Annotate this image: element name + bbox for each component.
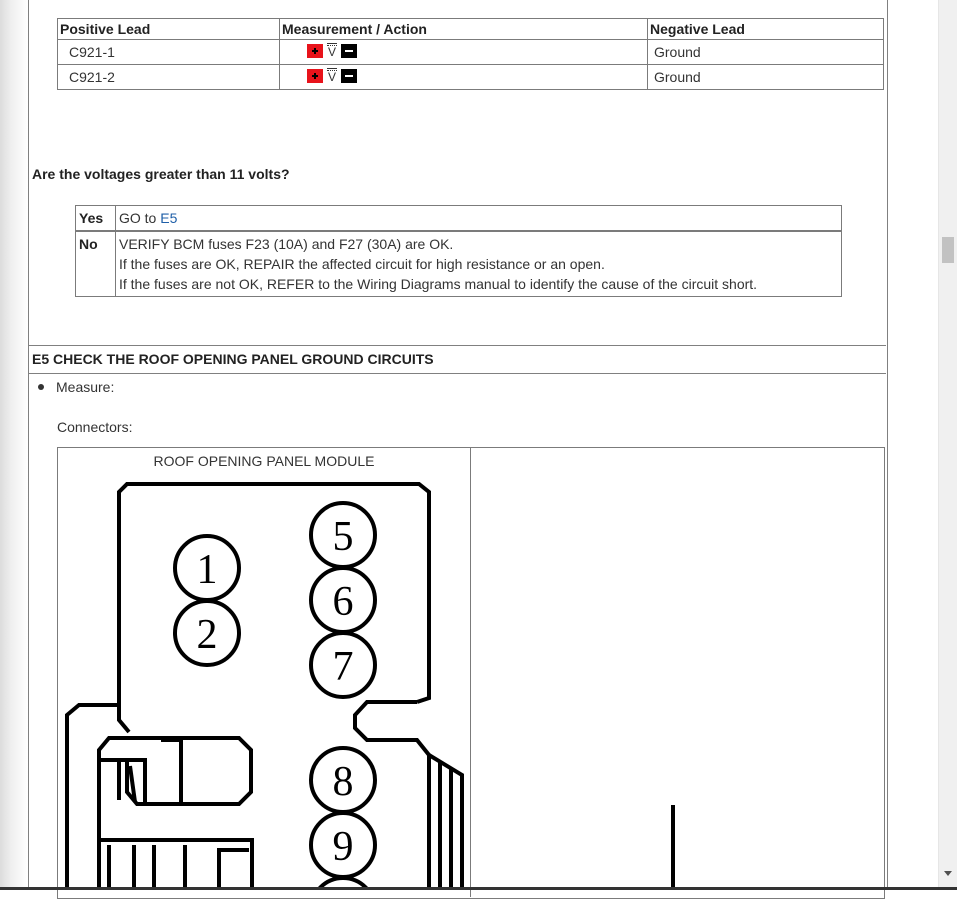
right-ribs <box>429 755 462 890</box>
pin-9 <box>311 813 375 877</box>
header-measurement-action: Measurement / Action <box>280 19 648 40</box>
pin-2 <box>175 601 239 665</box>
left-latch <box>67 705 119 890</box>
negative-lead-cell: Ground <box>648 65 884 90</box>
table-row <box>58 65 884 90</box>
decision-row-no <box>76 231 842 297</box>
table-row <box>58 40 884 65</box>
go-to-e5-link[interactable]: E5 <box>160 210 178 226</box>
dc-voltage-icon: V <box>327 45 336 59</box>
question-text: Are the voltages greater than 11 volts? <box>32 166 290 182</box>
positive-lead-cell: C921-1 <box>58 40 280 65</box>
no-action-line: VERIFY BCM fuses F23 (10A) and F27 (30A) are OK. <box>119 236 454 252</box>
yes-label: Yes <box>76 206 116 232</box>
bottom-ribs <box>99 750 252 890</box>
pin-7 <box>311 633 375 697</box>
left-margin-shade <box>0 0 28 890</box>
section-divider <box>29 373 886 374</box>
connector-diagram <box>57 470 887 890</box>
plus-lead-icon <box>307 44 323 58</box>
no-action <box>116 231 842 297</box>
scrollbar-thumb[interactable] <box>942 237 954 263</box>
positive-lead-cell: C921-2 <box>58 65 280 90</box>
measurement-table-header <box>58 19 884 40</box>
pin-1 <box>175 536 239 600</box>
no-label: No <box>76 231 116 297</box>
pin-label: 6 <box>332 579 354 625</box>
pin-label: 9 <box>332 824 354 870</box>
decision-row-yes <box>76 206 842 232</box>
pin-5 <box>311 503 375 567</box>
minus-lead-icon <box>341 69 357 83</box>
right-latch <box>355 702 429 890</box>
pin-label: 2 <box>196 612 218 658</box>
module-title: ROOF OPENING PANEL MODULE <box>153 453 375 469</box>
yes-action-prefix: GO to <box>119 210 161 226</box>
section-divider <box>29 345 886 346</box>
dc-voltage-icon: V <box>327 70 336 84</box>
yes-action <box>116 206 842 232</box>
no-action-line: If the fuses are OK, REPAIR the affected circuit for high resistance or an open. <box>119 256 605 272</box>
header-negative-lead: Negative Lead <box>648 19 884 40</box>
right-gutter <box>888 0 938 890</box>
connector-outline <box>119 484 429 702</box>
measurement-cell <box>280 65 648 90</box>
pin-8 <box>311 748 375 812</box>
measurement-cell <box>280 40 648 65</box>
pin-label: 7 <box>332 644 354 690</box>
lock-block <box>99 738 251 804</box>
connectors-label: Connectors: <box>57 419 133 435</box>
pin-label: 5 <box>332 514 354 560</box>
section-title: E5 CHECK THE ROOF OPENING PANEL GROUND CIRCUITS <box>32 351 434 367</box>
pin-6 <box>311 568 375 632</box>
decision-table <box>75 205 842 297</box>
minus-lead-icon <box>341 44 357 58</box>
bullet-text: Measure: <box>56 379 115 395</box>
no-action-line: If the fuses are not OK, REFER to the Wiring Diagrams manual to identify the cause of the circuit short. <box>119 276 758 292</box>
bullet-measure <box>38 379 114 395</box>
pin-label: 8 <box>332 759 354 805</box>
negative-lead-cell: Ground <box>648 40 884 65</box>
plus-lead-icon <box>307 69 323 83</box>
header-positive-lead: Positive Lead <box>58 19 280 40</box>
vertical-scrollbar[interactable] <box>938 0 957 888</box>
measurement-table <box>57 18 884 90</box>
bullet-icon <box>38 384 44 390</box>
connector-outline <box>119 630 129 732</box>
pin-label: 1 <box>196 547 218 593</box>
scroll-down-arrow-icon[interactable] <box>944 871 952 876</box>
